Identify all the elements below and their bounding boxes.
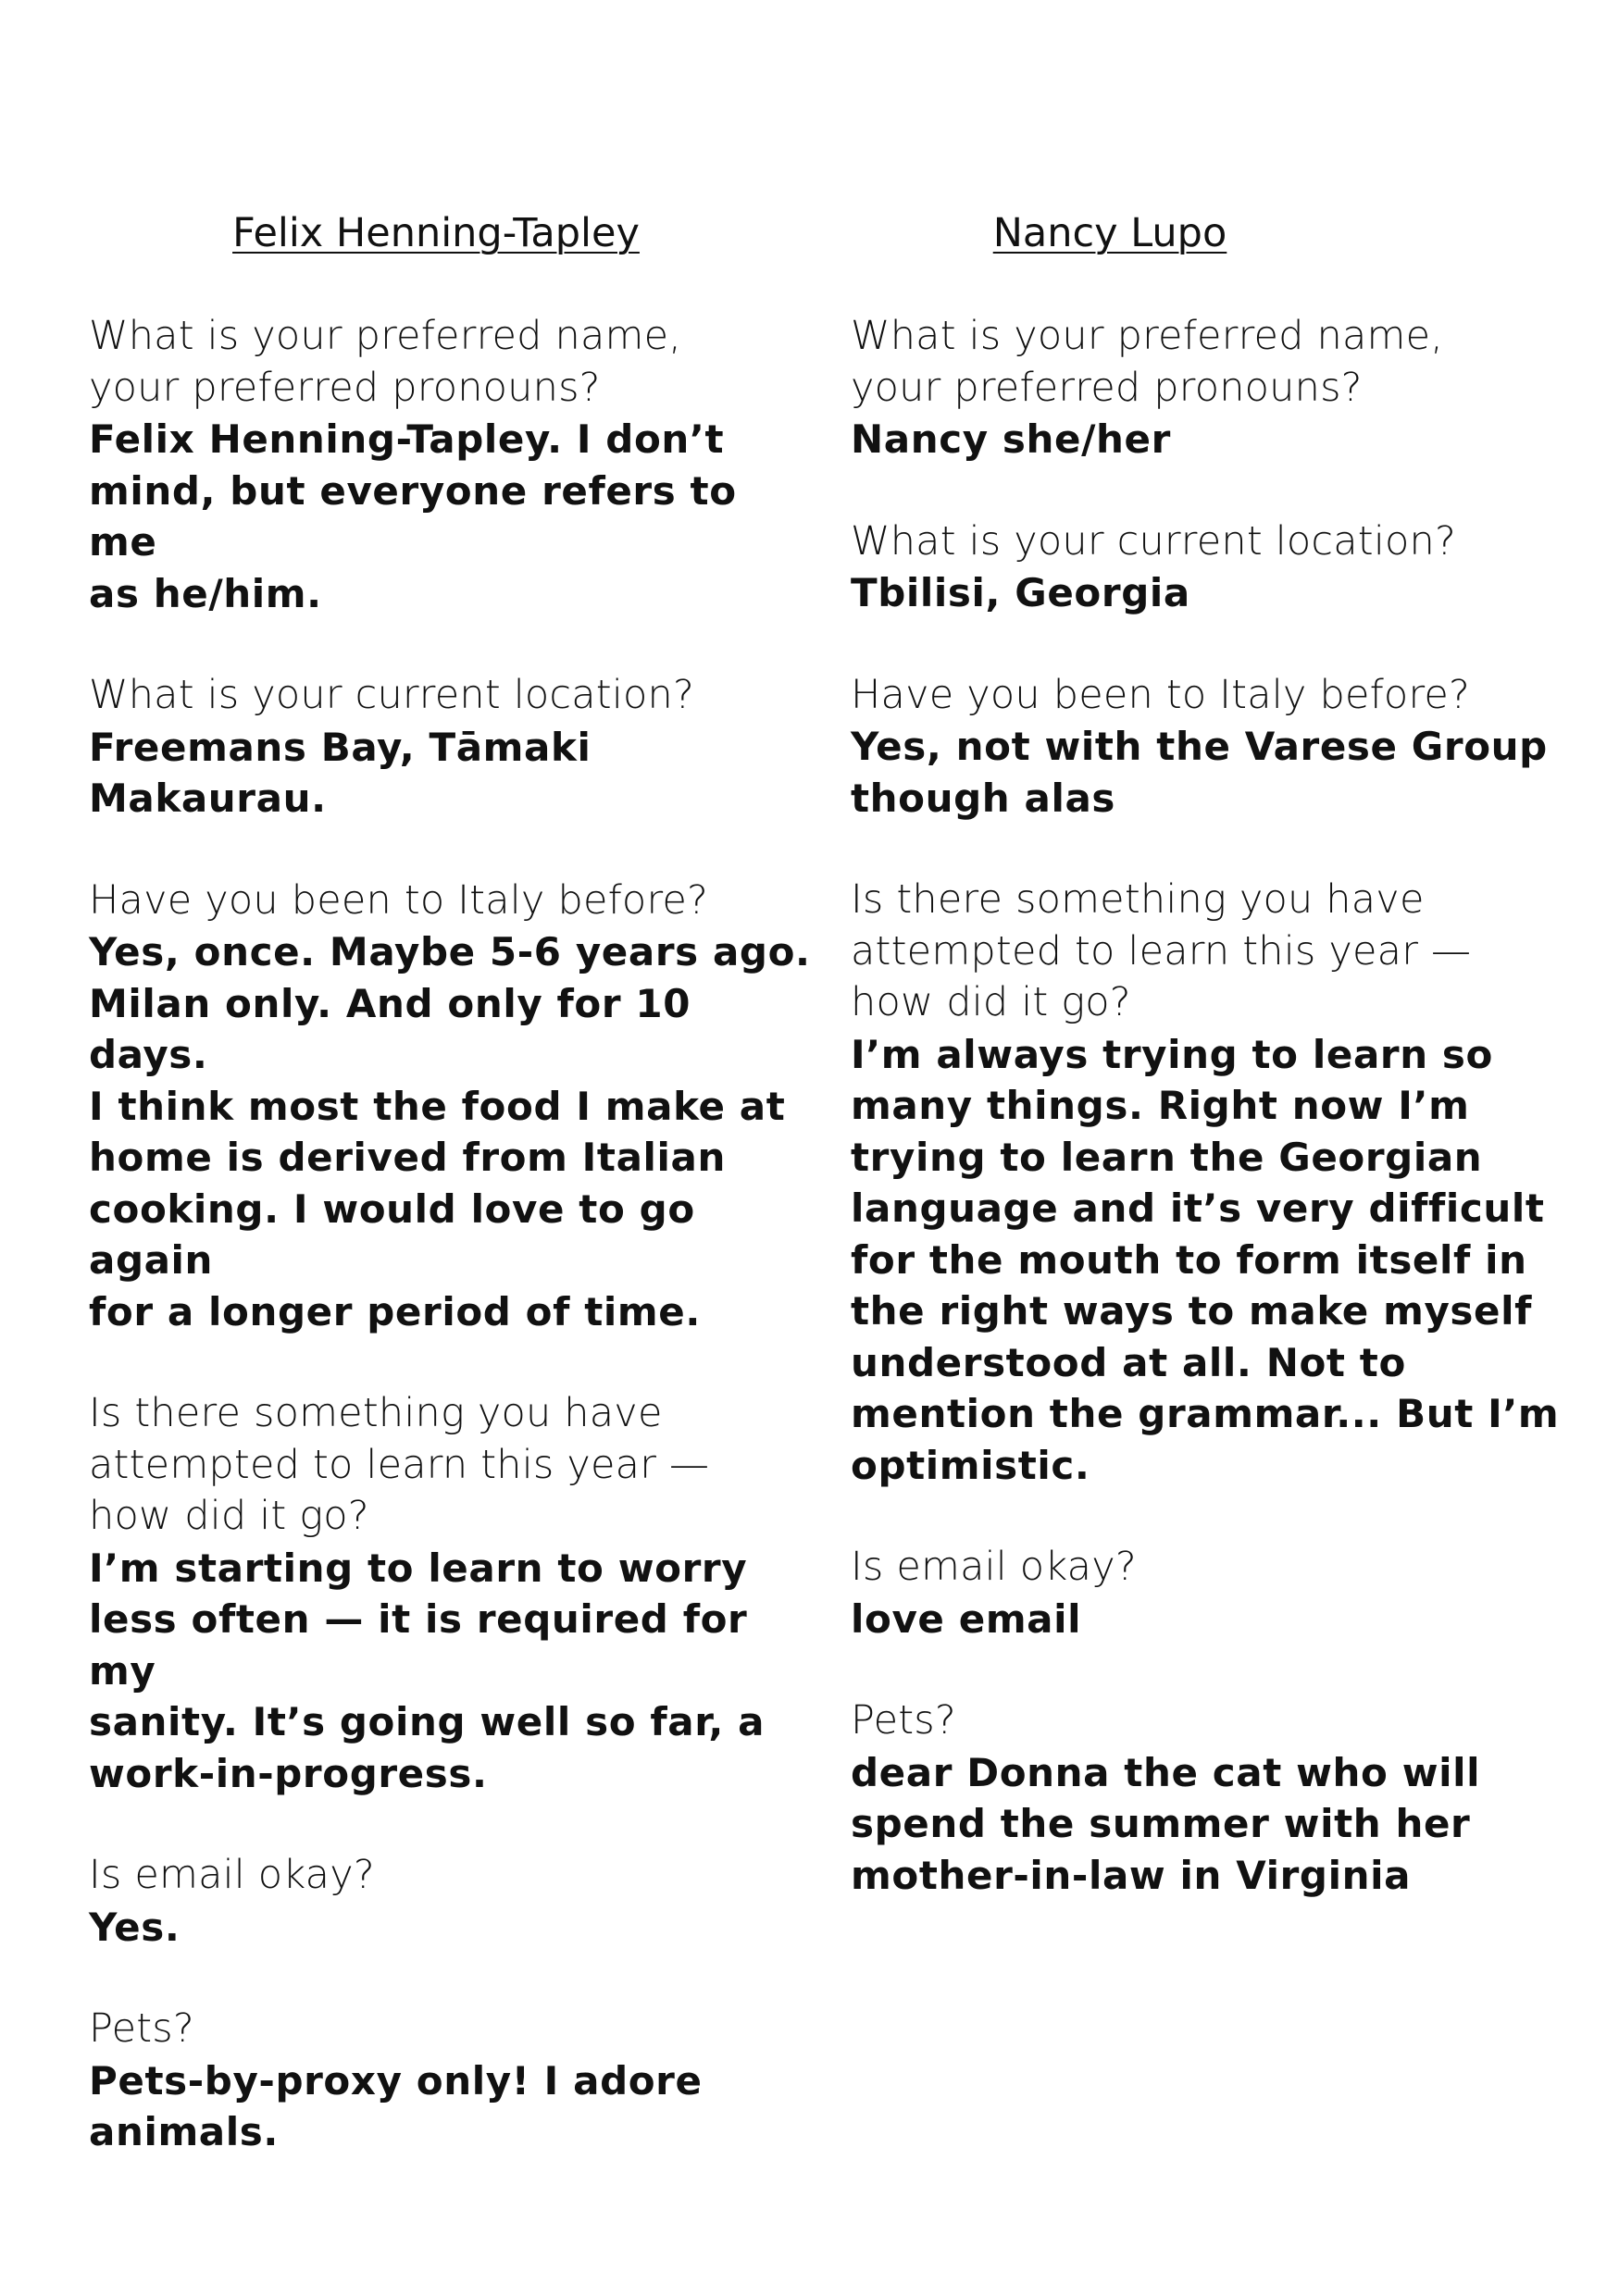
question: Pets? [89, 2005, 194, 2052]
person-name-right: Nancy Lupo [992, 210, 1227, 256]
question: Is email okay? [851, 1544, 1137, 1590]
question: Is there something you have attempted to learn this year — how did it go? [851, 876, 1472, 1025]
answer: Nancy she/her [851, 416, 1171, 462]
answer: Yes, not with the Varese Group though alas [851, 724, 1548, 821]
qa-item [851, 1695, 1573, 1901]
question: What is your current location? [89, 672, 695, 718]
answer: Tbilisi, Georgia [851, 570, 1190, 615]
answer: Freemans Bay, Tāmaki Makaurau. [89, 724, 592, 821]
question: Is email okay? [89, 1852, 375, 1898]
qa-item [89, 1388, 811, 1799]
answer: Pets-by-proxy only! I adore animals. [89, 2057, 703, 2154]
left-column [89, 207, 811, 2209]
qa-item [89, 875, 811, 1338]
question: What is your preferred name, your preferred pronouns? [851, 313, 1444, 411]
qa-item [851, 670, 1573, 825]
question: Have you been to Italy before? [89, 876, 709, 924]
qa-item [851, 1542, 1573, 1644]
qa-item [851, 875, 1573, 1491]
qa-item [89, 670, 811, 825]
answer: dear Donna the cat who will spend the summer with her mother-in-law in Virginia [851, 1749, 1481, 1898]
answer: Yes. [89, 1904, 181, 1950]
qa-item [851, 311, 1573, 465]
question: What is your preferred name, your preferred pronouns? [89, 313, 682, 411]
question: Have you been to Italy before? [851, 671, 1471, 718]
right-column [851, 207, 1573, 1952]
answer: I’m starting to learn to worry less often — it is required for my sanity. It’s going well so far, a work-in-progress. [89, 1545, 766, 1796]
answer: love email [851, 1595, 1082, 1642]
qa-item [851, 516, 1573, 619]
person-name-left: Felix Henning-Tapley [232, 210, 640, 256]
question: Is there something you have attempted to learn this year — how did it go? [89, 1390, 710, 1539]
answer: Yes, once. Maybe 5-6 years ago. Milan only. And only for 10 days. I think most the food I make at home is derived from Italian cooking. I would love to go again for a longer period of time. [89, 929, 811, 1334]
question: What is your current location? [851, 517, 1457, 565]
qa-item [89, 1850, 811, 1953]
qa-item [89, 311, 811, 619]
qa-item [89, 2004, 811, 2158]
question: Pets? [851, 1697, 956, 1744]
answer: Felix Henning-Tapley. I don’t mind, but everyone refers to me as he/him. [89, 416, 737, 616]
answer: I’m always trying to learn so many things. Right now I’m trying to learn the Georgian language and it’s very difficult for the mouth to form itself in the right ways to make myself understood at all. Not to mention the grammar... But I’m optimistic. [851, 1031, 1560, 1488]
